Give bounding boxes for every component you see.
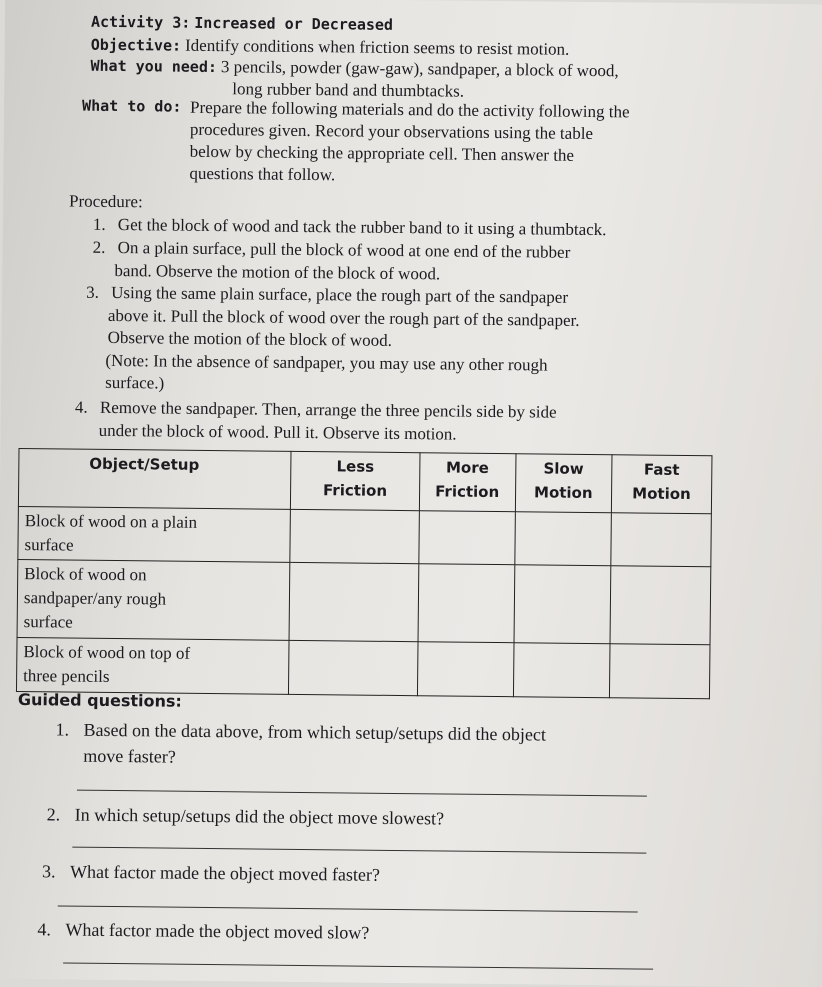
- table-header-row: [18, 449, 712, 514]
- procedure-step-1: 1. Get the block of wood and tack the rubber band to it using a thumbtack.: [92, 214, 607, 240]
- procedure-label: Procedure:: [69, 191, 143, 212]
- check-cell-fast-motion[interactable]: [611, 513, 712, 567]
- check-cell-less-friction[interactable]: [289, 562, 418, 641]
- setup-cell: Block of wood on a plain surface: [18, 507, 291, 563]
- question-3: 3. What factor made the object moved faster?: [41, 861, 381, 885]
- procedure-step-2: 2. On a plain surface, pull the block of wood at one end of the rubber band. Observe the motion of the block of wood.: [92, 237, 571, 283]
- question-4: 4. What factor made the object moved slow?: [37, 919, 370, 943]
- check-cell-more-friction[interactable]: [418, 511, 515, 565]
- objective-line: Objective: Identify conditions when friction seems to resist motion.: [90, 35, 570, 59]
- what-to-do-label: What to do:: [82, 96, 182, 116]
- materials-line: What you need: 3 pencils, powder (gaw-gaw), sandpaper, a block of wood,: [90, 56, 619, 81]
- table-row: [17, 560, 711, 645]
- setup-cell: Block of wood on top of three pencils: [16, 637, 289, 694]
- header-object-setup: Object/Setup: [18, 449, 291, 510]
- procedure-step-4: 4. Remove the sandpaper. Then, arrange the three pencils side by side under the block of wood. Pull it. Observe its motion.: [74, 397, 557, 444]
- procedure-step-3: 3. Using the same plain surface, place the rough part of the sandpaper above it. Pull the block of wood over the rough part of the sandpaper. Observe the motion of the block of wood. (Note: In the absence of sandpaper, you may use any other rough surface.): [86, 282, 580, 393]
- setup-cell: Block of wood on sandpaper/any rough surface: [17, 560, 290, 641]
- question-2: 2. In which setup/setups did the object move slowest?: [46, 804, 445, 829]
- check-cell-less-friction[interactable]: [289, 640, 418, 695]
- check-cell-slow-motion[interactable]: [513, 643, 610, 698]
- what-to-do-text: Prepare the following materials and do the activity following the procedures given. Record your observations using the table below by checking the appropriate cell. Then answer the questions that follow.: [189, 97, 630, 185]
- check-cell-more-friction[interactable]: [418, 564, 515, 643]
- check-cell-less-friction[interactable]: [290, 509, 419, 563]
- table-row: [16, 637, 710, 698]
- answer-line-1[interactable]: [77, 790, 647, 797]
- activity-title: Activity 3: Increased or Decreased: [90, 12, 394, 34]
- observation-table: [16, 448, 713, 699]
- header-slow-motion: Slow Motion: [515, 454, 612, 513]
- table-row: [18, 507, 712, 567]
- check-cell-more-friction[interactable]: [417, 642, 514, 697]
- check-cell-fast-motion[interactable]: [609, 644, 710, 699]
- answer-line-4[interactable]: [63, 962, 653, 969]
- header-fast-motion: Fast Motion: [611, 455, 712, 514]
- header-less-friction: Less Friction: [291, 451, 420, 510]
- guided-questions-label: Guided questions:: [17, 690, 182, 711]
- answer-line-2[interactable]: [72, 847, 646, 854]
- header-more-friction: More Friction: [419, 453, 516, 512]
- check-cell-slow-motion[interactable]: [514, 565, 611, 644]
- question-1: 1. Based on the data above, from which setup/setups did the object move faster?: [55, 719, 547, 767]
- materials-line-2: long rubber band and thumbtacks.: [232, 79, 465, 101]
- check-cell-fast-motion[interactable]: [610, 566, 711, 645]
- check-cell-slow-motion[interactable]: [515, 512, 612, 566]
- answer-line-3[interactable]: [58, 905, 638, 912]
